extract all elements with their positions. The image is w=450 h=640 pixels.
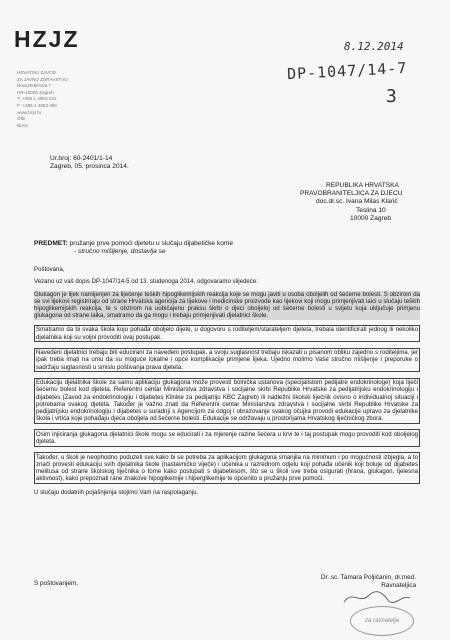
urbroj: Ur.broj: 60-2401/1-14 [50, 155, 113, 162]
sender-line: IBAN [17, 122, 28, 128]
body-paragraph: Osim injiciranja glukagona djelatnici škole mogu se educirati i za mjerenje razine šećera u krvi te i taj postupak mogu provoditi kod oboljelog djeteta. [36, 430, 418, 445]
handwritten-reference-number: DP-1047/14-7 [286, 58, 408, 84]
place-date: Zagreb, 05. prosinca 2014. [50, 163, 129, 171]
letter-body [34, 266, 420, 502]
recipient-line: doc.dr.sc. Ivana Milas Klarić [316, 198, 398, 206]
sender-line: OIB [17, 116, 25, 122]
recipient-line: REPUBLIKA HRVATSKA [326, 182, 399, 189]
closing-salutation: S poštovanjem, [34, 580, 79, 587]
sender-line: www.hzjz.hr [17, 109, 42, 115]
reference-block [50, 155, 129, 171]
institution-logo: HZJZ [14, 26, 80, 52]
body-paragraph: Vezano uz vaš dopis DP-1047/14-5 od 13. studenoga 2014. odgovaramo slijedeće: [34, 278, 258, 286]
greeting: Poštovana, [34, 266, 65, 273]
recipient-block [300, 182, 402, 223]
sender-address-block [17, 70, 107, 129]
recipient-line: PRAVOBRANITELJICA ZA DJECU [300, 190, 403, 198]
sender-line: F: +385 1 4863 366 [17, 102, 57, 108]
sender-line: T: +385 1 4863 222 [17, 96, 57, 102]
body-paragraph: Smatramo da bi svaka škola koju pohađa oboljelo dijete, u dogovoru s roditeljem/starateljem djeteta, trebala identificirati jednog ili nekoliko djelatnika koji su voljni provoditi ovaj postupak. [36, 326, 418, 341]
handwritten-copy-number: 3 [386, 86, 397, 107]
recipient-line: 10000 Zagreb [350, 214, 392, 222]
body-paragraph: Navedeni djelatnici trebaju biti educirani za navedeni postupak, a svoju suglasnost trebaju iskazati u pisanom obliku zajedno s roditeljima, jer ipak treba imati na umu da su moguće lokalne i opće komplikacije primjene lijeka. Ujedno molimo Vaše stručno mišljenje i preporuke o sadržaju suglasnosti u smislu poštivanja prava djeteta. [36, 349, 418, 371]
subject-subtitle: - stručno mišljenje, dostavlja se [74, 248, 166, 256]
body-paragraph: Glukagon je lijek namijenjen za liječenje teških hipoglikemijskih reakcija koje se mogu javiti u osoba oboljelih od šećerne bolesti. S obzirom da se svi lijekovi registriraju od strane Hrvatska agencija za lijekove i medicinske proizvode kao lijekovi koji mogu primjenjivati laici u slučaju teških hipoglikemijskih reakcija, te s obzirom na uobičajenu praksu škrbi o djeci oboljeloj od šećerne bolesti u svijetu koja uključuje primjenu glukagona od strane laika, smatramo da ga mogu i trebaju primjenjivati djelatnici škole. [34, 290, 420, 320]
body-paragraph: Također, u školi je neophodno poduzeti sve kako bi se potreba za aplikacijom glukagona smanjila na minimum i po mogućnosti izbjegla, a to znači provesti edukaciju svih djelatnika škole (nastavničko vijeće) i učenika u razrednom odjelu koji pohađa učenik koji boluje od dijabetes melitusa od strane školskog liječnika o tome kako postupati s dijabetesom, što se u školi sve treba osigurati (hrana, glukagon, tjelesna aktivnost), kako prepoznati rane znakove hipoglikemije i hiperglikemije te općenito o pružanju prve pomoći. [36, 453, 418, 483]
handwritten-signature [342, 588, 412, 606]
sender-line: HR-10000 Zagreb [17, 89, 54, 95]
sender-line: ZA JAVNO ZDRAVSTVO [17, 76, 68, 82]
recipient-line: Teslina 10 [356, 206, 386, 214]
signatory-title: Ravnateljica [381, 582, 416, 590]
signatory-name: Dr. sc. Tamara Poljičanin, dr.med. [320, 574, 416, 581]
handwritten-date: 8.12.2014 [344, 40, 404, 53]
subject-block [34, 240, 414, 256]
subject-label: PREDMET: [34, 240, 68, 247]
stamp-seal: za ravnatelja [350, 606, 414, 636]
body-paragraph: U slučaju dodatnih pojašnjenja stojimo Vam na raspolaganju. [34, 489, 199, 497]
sender-line: Rockefellerova 7 [17, 83, 52, 89]
subject-text: pružanje prve pomoći djetetu u slučaju dijabetičke kome [69, 240, 234, 247]
sender-line: HRVATSKI ZAVOD [17, 70, 56, 75]
body-paragraph: Edukaciju djelatnika škole za samu aplikaciju glukagona može provesti bolnička ustanova (specijalistom pedijatre endokrinologe) koja liječi šećernu bolest kod djeteta. Referentni centar Ministarstva zdravstva i socijalne skrbi Republike Hrvatske za pedijatrijsku endokrinologiju i dijabetes (Zavod za endokrinologiju i dijabetes Klinike za pedijatriju KBC Zagreb) ili nadležni školski liječnik ovisno o individualnoj situaciji i potrebama svakog djeteta. Također je važno znati da Referentni centar Ministarstva zdravstva i socijalne skrbi Republike Hrvatske za pedijatrijsku endokrinologiju i dijabetes u suradnji s Agencijom za odgoj i obrazovanje svakog očujka provodi edukacije upravo za djelatnike škola i vrtića koje pohađaju djeca oboljela od šećerne bolesti. Edukacije se održavaju u prostorijama Hrvatskog liječničkog zbora. [36, 379, 418, 423]
